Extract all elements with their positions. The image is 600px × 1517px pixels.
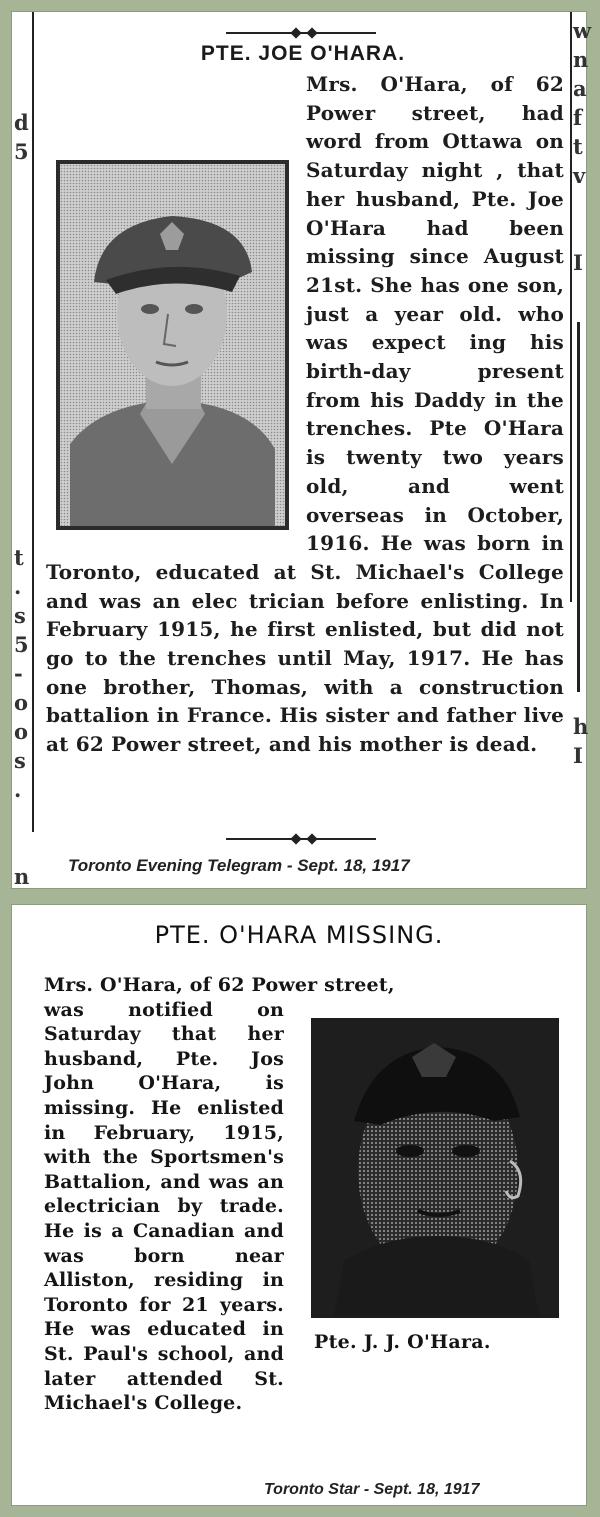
adjacent-column-fragment-right: w n a f t v I h I: [573, 18, 592, 768]
portrait-photo: [311, 1018, 559, 1318]
headline: PTE. JOE O'HARA.: [200, 42, 406, 65]
photo-caption: Pte. J. J. O'Hara.: [314, 1331, 491, 1353]
article-lead: Mrs. O'Hara, of 62 Power street,: [44, 974, 395, 996]
headline: PTE. O'HARA MISSING.: [154, 921, 444, 949]
right-column-rule: [570, 12, 572, 602]
telegram-clipping: [12, 12, 592, 889]
left-column-rule: [32, 12, 34, 832]
portrait-photo: [56, 160, 289, 530]
star-clipping: [12, 905, 586, 1505]
ornament-diamond-top: [290, 27, 301, 38]
ornament-diamond-top-2: [306, 27, 317, 38]
adjacent-column-fragment-left: d 5 t . s 5 - o o s . n: [14, 110, 30, 889]
soldier-portrait-image: [314, 1021, 556, 1315]
source-caption: Toronto Star - Sept. 18, 1917: [264, 1481, 480, 1498]
ornament-diamond-bottom-2: [306, 833, 317, 844]
article-body: Mrs. O'Hara, of 62 Power street, had word from Ottawa on Saturday night , that her husband, Pte. Joe O'Hara had been missing since August 21st. She has one son, just a year old. who was expect ing his birth-day present from his Daddy in the trenches. Pte O'Hara is twenty two years old, and went overseas in October, 1916. He was born in Toronto, educated at St. Michael's College and was an elec trician before enlisting. In February 1915, he first enlisted, but did not go to the trenches until May, 1917. He has one brother, Thomas, with a construction battalion in France. His sister and father live at 62 Power street, and his mother is dead.: [46, 72, 564, 757]
soldier-portrait-image: [60, 164, 285, 526]
source-caption: Toronto Evening Telegram - Sept. 18, 1917: [68, 856, 410, 875]
article-body: was notified on Saturday that her husband, Pte. Jos John O'Hara, is missing. He enlisted in February, 1915, with the Sportsmen's Battalion, and was an electrician by trade. He is a Canadian and was born near Alliston, residing in Toronto for 21 years. He was educated in St. Paul's school, and later attended St. Michael's College.: [44, 998, 284, 1415]
ornament-diamond-bottom: [290, 833, 301, 844]
